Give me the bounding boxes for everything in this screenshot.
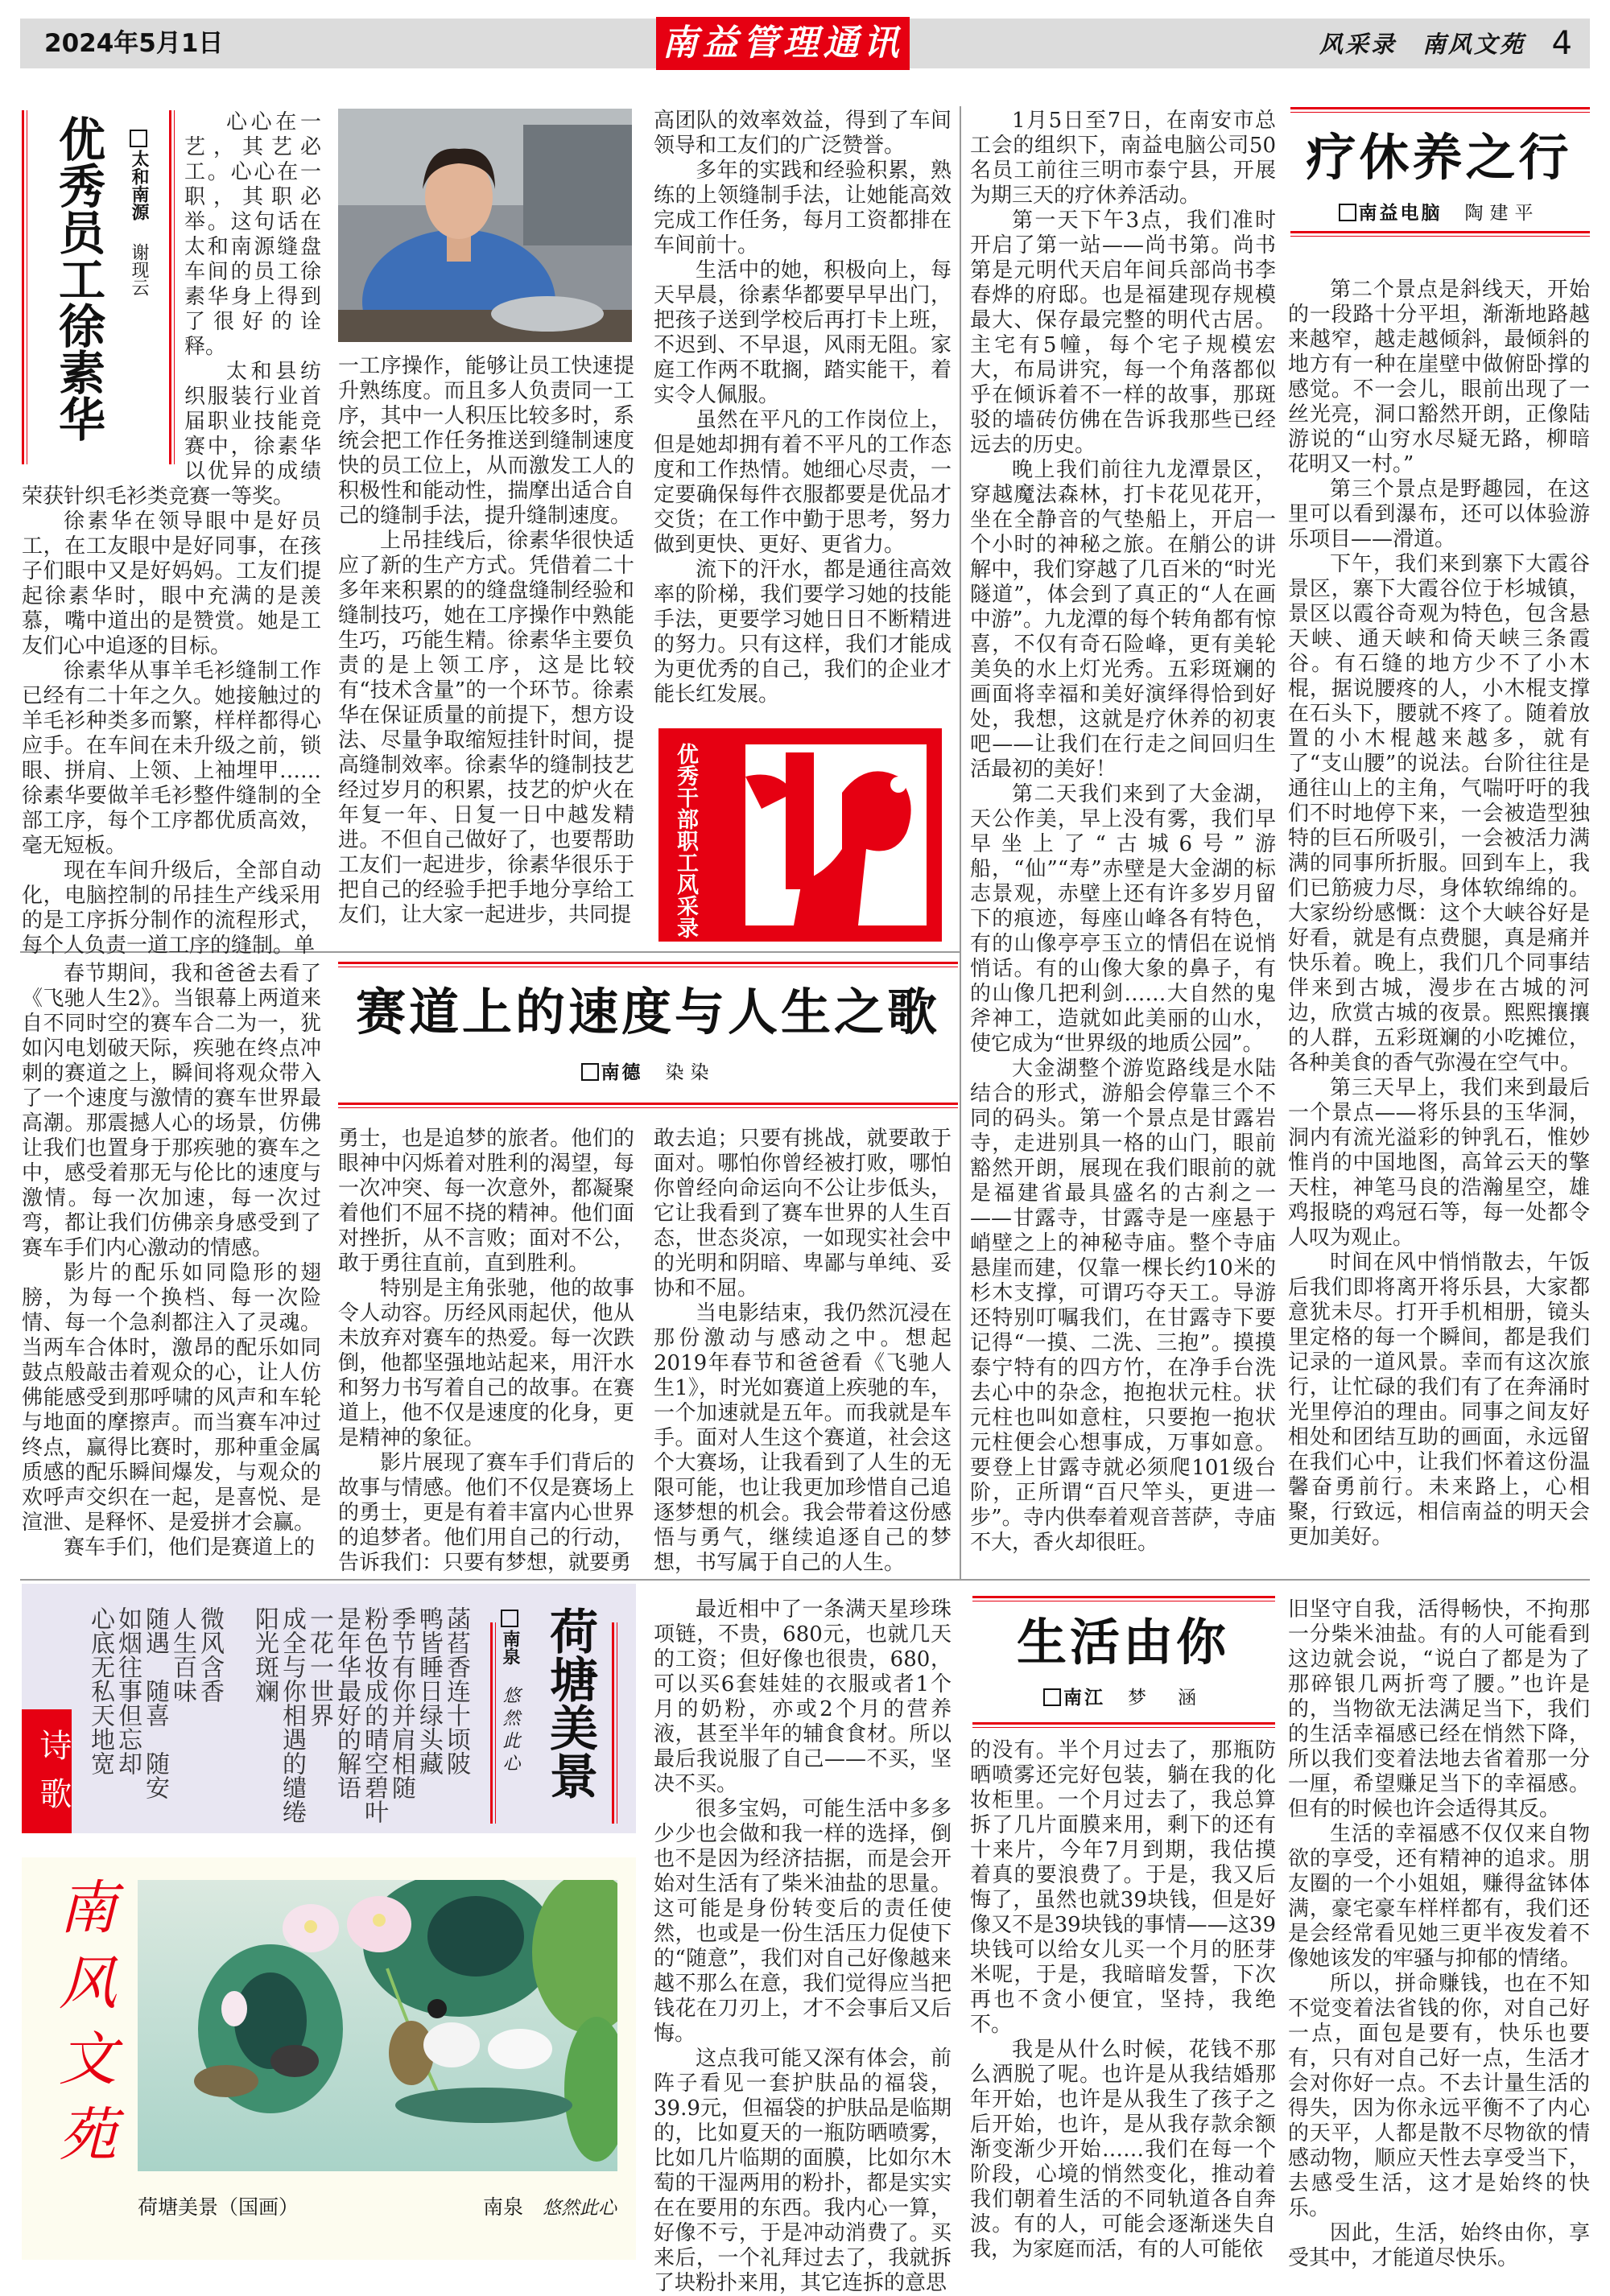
poem-body xyxy=(86,1606,469,1832)
red-rule xyxy=(972,1596,1275,1601)
column-name-calligraphy: 南风文苑 xyxy=(49,1877,117,2179)
article-recuperation-col-2 xyxy=(1288,278,1590,1550)
section-tab-poetry: 诗歌 xyxy=(22,1709,72,1833)
paragraph: 旧坚守自我，活得畅快，不拘那一分柴米油盐。有的人可能看到这边就会说，“说白了都是为了那碎银几两折弯了腰。”也许是的，当物欲无法满足当下，我们的生活幸福感已经在悄然下降，所以我们变着法地去省着那一分一厘，希望赚足当下的幸福感。但有的时候也许会适得其反。 xyxy=(1288,1597,1590,1821)
page-header xyxy=(20,19,1590,68)
paragraph: 虽然在平凡的工作岗位上，但是她却拥有着不平凡的工作态度和工作热情。她细心尽责，一定要确保每件衣服都要是优品才交货；在工作中勤于思考，努力做到更快、更好、更省力。 xyxy=(654,408,952,557)
red-rule xyxy=(169,110,175,464)
red-rule xyxy=(1290,107,1590,113)
article-recuperation-col-1 xyxy=(970,109,1276,1556)
article-text xyxy=(654,1127,952,1576)
poem-line: 随遇 随喜 随安 xyxy=(141,1606,169,1799)
paragraph: 所以，拼命赚钱，也在不知不觉变着法省钱的你，对自己好一点，面包是要有，快乐也要有，只有对自己好一点，生活才会对你好一点。不去计量生活的得失，因为你永远平衡不了内心的天平，人都是散不尽物欲的情感动物，顺应天性去享受当下，去感受生活，这才是始终的快乐。 xyxy=(1288,1972,1590,2220)
red-rule xyxy=(612,1622,617,1824)
credit-org: 南泉 xyxy=(482,2195,523,2219)
paragraph: 勇士，也是追梦的旅者。他们的眼神中闪烁着对胜利的渴望，每一次冲突、每一次意外，都凝聚着他们不屈不挠的精神。他们面对挫折，从不言败；面对不公，敢于勇往直前，直到胜利。 xyxy=(338,1127,634,1276)
poem-line: 心底无私天地宽 xyxy=(86,1606,114,1775)
article-title: 疗休养之行 xyxy=(1306,128,1572,187)
paragraph: 因此，生活，始终由你，享受其中，才能道尽快乐。 xyxy=(1288,2221,1590,2270)
poem-line: 微风含香 xyxy=(196,1606,224,1703)
poem-line: 如烟往事但忘却 xyxy=(114,1606,142,1775)
byline-org: 南益电脑 xyxy=(1358,203,1443,224)
paragraph: 第二个景点是斜线天，开始的一段路十分平坦，渐渐地路越来越窄，越走越倾斜，最倾斜的地方有一种在崖壁中做俯卧撑的感觉。不一会儿，眼前出现了一丝光亮，洞口豁然开朗，正像陆游说的“山穷水尽疑无路，柳暗花明又一村。” xyxy=(1288,278,1590,476)
byline-author: 染染 xyxy=(665,1062,716,1083)
byline-org: 南泉 xyxy=(500,1630,520,1665)
paragraph: 我是从什么时候，花钱不那么洒脱了呢。也许是从我结婚那年开始，也许是从我生了孩子之后开始，也许，是从我存款余额渐变渐少开始……我们在每一个阶段，心境的悄然变化，推动着我们朝着生活的不同轨道各自奔波。有的人，可能会逐渐迷失自我，为家庭而活，有的人可能依 xyxy=(970,2038,1276,2261)
poem-line: 阳光斑斓 xyxy=(250,1606,279,1703)
badge-illustration xyxy=(745,744,927,925)
byline-author: 梦 涵 xyxy=(1128,1688,1203,1709)
paragraph: 晚上我们前往九龙潭景区，穿越魔法森林，打卡花见花开，坐在全静音的气垫船上，开启一个小时的神秘之旅。在艄公的讲解中，我们穿越了几百米的“时光隧道”，体会到了真正的“人在画中游”。九龙潭的每个转角都有惊喜，不仅有奇石险峰，更有美轮美奂的水上灯光秀。五彩斑斓的画面将幸福和美好演绎得恰到好处，我想，这就是疗休养的初衷吧——让我们在行走之间回归生活最初的美好！ xyxy=(970,458,1276,781)
paragraph: 当电影结束，我仍然沉浸在那份激动与感动之中。想起2019年春节和爸爸看《飞驰人生1》，时光如赛道上疾驰的车，一个加速就是五年。而我就是车手。面对人生这个赛道，社会这个大赛场，让我看到了人生的无限可能，也让我更加珍惜自己追逐梦想的机会。我会带着这份感悟与勇气，继续追逐自己的梦想，书写属于自己的人生。 xyxy=(654,1301,952,1575)
byline-author: 陶建平 xyxy=(1464,203,1540,224)
poem-line: 粉色妆成的晴空碧叶 xyxy=(360,1606,388,1824)
masthead-logo: 南益管理通讯 xyxy=(656,17,910,70)
byline xyxy=(128,130,149,296)
paragraph: 很多宝妈，可能生活中多多少少也会做和我一样的选择，倒也不是因为经济拮据，而是会开始对生活有了柴米油盐的思量。这可能是身份转变后的责任使然，也或是一份生活压力促使下的“随意”，我们对自己好像越来越不那么在意，我们觉得应当把钱花在刀刃上，才不会事后又后悔。 xyxy=(654,1797,952,2046)
byline-box-icon xyxy=(1339,204,1356,221)
byline-org: 南德 xyxy=(601,1062,643,1083)
paragraph: 生活中的她，积极向上，每天早晨，徐素华都要早早出门，把孩子送到学校后再打卡上班，不迟到、不早退，风雨无阻。家庭工作两不耽搁，踏实能干，着实令人佩服。 xyxy=(654,258,952,407)
red-rule xyxy=(1290,231,1590,237)
worker-photo xyxy=(338,109,632,342)
paragraph: 春节期间，我和爸爸去看了《飞驰人生2》。当银幕上两道来自不同时空的赛车合二为一，犹如闪电划破天际，疾驰在终点冲刺的赛道之上，瞬间将观众带入了一个速度与激情的赛车世界最高潮。那震撼人心的场景，仿佛让我们也置身于那疾驰的赛车之中，感受着那无与伦比的速度与激情。每一次加速，每一次过弯，都让我们仿佛亲身感受到了赛车手们内心激动的情感。 xyxy=(22,962,321,1260)
page-number: 4 xyxy=(1551,25,1572,62)
article-racing-col-3 xyxy=(654,1127,952,1576)
article-title: 优秀员工徐素华 xyxy=(51,115,105,442)
paragraph: 第三天早上，我们来到最后一个景点——将乐县的玉华洞，洞内有流光溢彩的钟乳石，惟妙惟肖的中国地图，高耸云天的擎天柱，神笔马良的浩瀚星空，雄鸡报晓的鸡冠石等，每一处都令人叹为观止。 xyxy=(1288,1076,1590,1250)
paragraph: 徐素华从事羊毛衫缝制工作已经有二十年之久。她接触过的羊毛衫种类多而繁，样样都得心应手。在车间在未升级之前，锁眼、拼肩、上领、上袖埋甲……徐素华要做羊毛衫整件缝制的全部工序，每个工序都优质高效，毫无短板。 xyxy=(22,659,321,858)
article-title: 赛道上的速度与人生之歌 xyxy=(355,983,940,1041)
painting-credit xyxy=(483,2195,617,2220)
byline-org: 南江 xyxy=(1063,1688,1105,1709)
column-divider xyxy=(960,106,961,1579)
gallery-panel xyxy=(22,1857,636,2260)
article-text xyxy=(970,1738,1276,2262)
paragraph: 1月5日至7日，在南安市总工会的组织下，南益电脑公司50名员工前往三明市泰宁县，开展为期三天的疗休养活动。 xyxy=(970,109,1276,208)
article-title: 生活由你 xyxy=(1016,1613,1229,1672)
article-text xyxy=(654,109,952,707)
article-excellent-employee-col-2 xyxy=(338,354,634,928)
article-title-block xyxy=(22,110,180,464)
article-life-col-2 xyxy=(970,1738,1276,2262)
paragraph: 第二天我们来到了大金湖，天公作美，早上没有雾，我们早早坐上了“古城6号”游船，“仙”“寿”赤壁是大金湖的标志景观，赤壁上还有许多岁月留下的痕迹，每座山峰各有特色，有的山像亭亭玉立的情侣在说悄悄话。有的山像大象的鼻子，有的山像几把利剑……大自然的鬼斧神工，造就如此美丽的山水，使它成为“世界级的地质公园”。 xyxy=(970,782,1276,1056)
byline xyxy=(499,1610,520,1776)
paragraph: 多年的实践和经验积累，熟练的上领缝制手法，让她能高效完成工作任务，每月工资都排在车间前十。 xyxy=(654,159,952,258)
paragraph: 赛车手们，他们是赛道上的 xyxy=(64,1535,316,1560)
red-rule xyxy=(490,1622,496,1824)
section-divider xyxy=(20,1579,1590,1581)
paragraph: 太和县纺织服装行业首届职业技能竞赛中，徐素华以优异的成绩荣获针织毛衫类竞赛一等奖。 xyxy=(22,360,321,509)
paragraph: 第一天下午3点，我们准时开启了第一站——尚书第。尚书第是元明代天启年间兵部尚书李春烨的府邸。也是福建现存规模最大、保存最完整的明代古居。主宅有5幢，每个宅子规模宏大，布局讲究，每一个角落都似乎在倾诉着不一样的故事，那斑驳的墙砖仿佛在告诉我那些已经远去的历史。 xyxy=(970,208,1276,457)
poem-line: 是年华最好的解语 xyxy=(332,1606,361,1799)
article-life-col-3 xyxy=(1288,1597,1590,2271)
article-excellent-employee-col-1 xyxy=(22,110,321,958)
byline-box-icon xyxy=(1043,1688,1061,1706)
byline-box-icon xyxy=(581,1063,599,1081)
red-rule xyxy=(972,1722,1275,1728)
column-badge xyxy=(658,728,942,942)
paragraph: 大金湖整个游览路线是水陆结合的形式，游船会停靠三个不同的码头。第一个景点是甘露岩寺，走进别具一格的山门，眼前豁然开朗，展现在我们眼前的就是福建省最具盛名的古刹之一——甘露寺，甘露寺是一座悬于峭壁之上的神秘寺庙。整个寺庙悬崖而建，仅靠一棵长约10米的杉木支撑，可谓巧夺天工。导游还特别叮嘱我们，在甘露寺下要记得“一摸、二洗、三抱”。摸摸泰宁特有的四方竹，在净手台洗去心中的杂念，抱抱状元柱。状元柱也叫如意柱，只要抱一抱状元柱便会心想事成，万事如意。要登上甘露寺就必须爬101级台阶，正所谓“百尺竿头，更进一步”。寺内供奉着观音菩萨，寺庙不大，香火却很旺。 xyxy=(970,1057,1276,1555)
article-text xyxy=(338,354,634,928)
article-text xyxy=(22,962,321,1560)
poem-panel xyxy=(22,1584,636,1833)
paragraph: 第三个景点是野趣园，在这里可以看到瀑布，还可以体验游乐项目——滑道。 xyxy=(1288,477,1590,551)
byline-box-icon xyxy=(501,1610,518,1627)
byline-org: 太和南源 xyxy=(129,150,149,221)
article-text xyxy=(338,1127,634,1576)
poem-title: 荷塘美景 xyxy=(542,1606,598,1799)
byline-author: 谢现云 xyxy=(129,243,149,296)
paragraph: 最近相中了一条满天星珍珠项链，不贵，680元，也就几天的工资；但好像也很贵，680，可以买6套娃娃的衣服或者1个月的奶粉，亦或2个月的营养液，甚至半年的辅食食材。所以最后我说服了自己——不买，坚决不买。 xyxy=(654,1597,952,1796)
paragraph: 上吊挂线后，徐素华很快适应了新的生产方式。凭借着二十多年来积累的的缝盘缝制经验和缝制技巧，她在工序操作中熟能生巧，巧能生精。徐素华主要负责的是上领工序，这是比较有“技术含量”的一个环节。徐素华在保证质量的前提下，想方设法、尽量争取缩短挂针时间，提高缝制效率。徐素华的缝制技艺经过岁月的积累，技艺的炉火在年复一年、日复一日中越发精进。不但自己做好了，也要帮助工友们一起进步，徐素华很乐于把自己的经验手把手地分享给工友们，让大家一起进步，共同提 xyxy=(338,529,634,927)
poem-line: 成全与你相遇的缱绻 xyxy=(278,1606,306,1824)
byline xyxy=(1288,201,1590,225)
article-life-col-1 xyxy=(654,1597,952,2296)
article-excellent-employee-col-3 xyxy=(654,109,952,707)
lotus-pond-painting xyxy=(138,1880,617,2171)
issue-date: 2024年5月1日 xyxy=(44,29,224,58)
paragraph: 现在车间升级后，全部自动化，电脑控制的吊挂生产线采用的是工序拆分制作的流程形式，每个人负责一道工序的缝制。单 xyxy=(22,859,321,958)
section-names: 风采录 南风文苑 xyxy=(1319,31,1525,58)
paragraph: 一工序操作，能够让员工快速提升熟练度。而且多人负责同一工序，其中一人积压比较多时，系统会把工作任务推送到缝制速度快的员工位上，从而激发工人的积极性和能动性，揣摩出适合自己的缝制手法，提升缝制速度。 xyxy=(338,354,634,528)
painting-caption: 荷塘美景（国画） xyxy=(138,2195,299,2219)
credit-author: 悠然此心 xyxy=(543,2198,617,2219)
article-text xyxy=(1288,1597,1590,2271)
badge-text: 优秀干部职工风采录 xyxy=(673,743,698,938)
paragraph: 敢去追；只要有挑战，就要敢于面对。哪怕你曾经被打败，哪怕你曾经向命运向不公让步低头，它让我看到了赛车世界的人生百态，世态炎凉，一如现实社会中的光明和阴暗、卑鄙与单纯、妥协和不屈。 xyxy=(654,1127,952,1301)
paragraph: 影片展现了赛车手们背后的故事与情感。他们不仅是赛场上的勇士，更是有着丰富内心世界的追梦者。他们用自己的行动，告诉我们：只要有梦想，就要勇 xyxy=(338,1451,634,1575)
poem-line: 季节有你并肩相随 xyxy=(387,1606,415,1799)
poem-line: 鸭皆睡日绿头藏 xyxy=(415,1606,443,1775)
red-rule xyxy=(338,962,958,967)
paragraph: 特别是主角张驰，他的故事令人动容。历经风雨起伏，他从未放弃对赛车的热爱。每一次跌倒，他都坚强地站起来，用汗水和努力书写着自己的故事。在赛道上，他不仅是速度的化身，更是精神的象征。 xyxy=(338,1276,634,1450)
paragraph: 徐素华在领导眼中是好员工，在工友眼中是好同事，在孩子们眼中又是好妈妈。工友们提起徐素华时，眼中充满的是羡慕，嘴中道出的是赞赏。她是工友们心中追逐的目标。 xyxy=(22,509,321,658)
article-text xyxy=(1288,278,1590,1550)
paragraph: 这点我可能又深有体会，前阵子看见一套护肤品的福袋，39.9元，但福袋的护肤品是临期的，比如夏天的一瓶防晒喷雾，比如几片临期的面膜，比如尔木萄的干湿两用的粉扑，都是实实在在要用的东西。我内心一算，好像不亏，于是冲动消费了。买来后，一个礼拜过去了，我就拆了块粉扑来用，其它连拆的意思 xyxy=(654,2047,952,2295)
red-rule xyxy=(338,1103,958,1108)
article-racing-col-2 xyxy=(338,1127,634,1576)
poem-line: 菡萏香连十顷陂 xyxy=(442,1606,470,1775)
article-racing-col-1 xyxy=(22,962,321,1560)
paragraph: 心心在一艺，其艺必工。心心在一职，其职必举。这句话在太和南源缝盘车间的员工徐素华身上得到了很好的诠释。 xyxy=(184,110,321,359)
paragraph: 时间在风中悄悄散去，午饭后我们即将离开将乐县，大家都意犹未尽。打开手机相册，镜头里定格的每一个瞬间，都是我们记录的一道风景。幸而有这次旅行，让忙碌的我们有了在奔涌时光里停泊的理由。同事之间友好相处和团结互助的画面，永远留在我们心中，让我们怀着这份温馨奋勇前行。未来路上，心相聚，行致远，相信南益的明天会更加美好。 xyxy=(1288,1251,1590,1549)
article-text xyxy=(654,1597,952,2296)
poem-line: 一花一世界 xyxy=(305,1606,333,1727)
paragraph: 下午，我们来到寨下大霞谷景区，寨下大霞谷位于杉城镇，景区以霞谷奇观为特色，包含悬天峡、通天峡和倚天峡三条霞谷。有石缝的地方少不了小木棍，据说腰疼的人，小木棍支撑在石头下，腰就不疼了。随着放置的小木棍越来越多，就有了“支山腰”的说法。台阶往往是通往山上的主角，气喘吁吁的我们不时地停下来，一会被造型独特的巨石所吸引，一会被活力满满的同事所折服。回到车上，我们已筋疲力尽，身体软绵绵的。大家纷纷感慨：这个大峡谷好是好看，就是有点费腿，真是痛并快乐着。晚上，我们几个同事结伴来到古城，漫步在古城的河边，欣赏古城的夜景。熙熙攘攘的人群，五彩斑斓的小吃摊位，各种美食的香气弥漫在空气中。 xyxy=(1288,552,1590,1075)
poem-line: 人生百味 xyxy=(168,1606,196,1703)
paragraph: 生活的幸福感不仅仅来自物欲的享受，还有精神的追求。朋友圈的一个小姐姐，赚得盆钵体满，豪宅豪车样样都有，我们还是会经常看见她三更半夜发着不像她该发的牢骚与抑郁的情绪。 xyxy=(1288,1822,1590,1971)
byline xyxy=(970,1686,1276,1710)
paragraph: 流下的汗水，都是通往高效率的阶梯，我们要学习她的技能手法，更要学习她日日不断精进的努力。只有这样，我们才能成为更优秀的自己，我们的企业才能长红发展。 xyxy=(654,558,952,707)
byline-box-icon xyxy=(130,130,147,147)
article-text xyxy=(970,109,1276,1556)
paragraph: 的没有。半个月过去了，那瓶防晒喷雾还完好包装，躺在我的化妆柜里。一个月过去了，我总算拆了几片面膜来用，剩下的还有十来片，今年7月到期，我估摸着真的要浪费了。于是，我又后悔了，虽然也就39块钱，但是好像又不是39块钱的事情——这39块钱可以给女儿买一个月的胚芽米呢，于是，我暗暗发誓，下次再也不贪小便宜，坚持，我绝不。 xyxy=(970,1738,1276,2037)
byline xyxy=(338,1061,958,1085)
paragraph: 影片的配乐如同隐形的翅膀，为每一个换档、每一次险情、每一个急刹都注入了灵魂。当两车合体时，激昂的配乐如同鼓点般敲击着观众的心，让人仿佛能感受到那呼啸的风声和车轮与地面的摩擦声。而当赛车冲过终点，赢得比赛时，那种重金属质感的配乐瞬间爆发，与观众的欢呼声交织在一起，是喜悦、是渲泄、是释怀、是爱拼才会赢。 xyxy=(22,1261,321,1535)
paragraph: 高团队的效率效益，得到了车间领导和工友们的广泛赞誉。 xyxy=(654,109,952,158)
red-rule xyxy=(22,110,27,464)
byline-author: 悠然此心 xyxy=(500,1686,520,1776)
